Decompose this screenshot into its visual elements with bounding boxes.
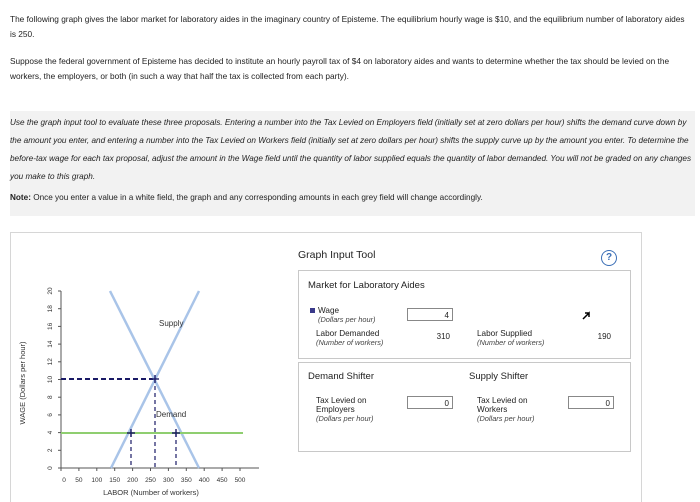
x-tick-label: 250 [145, 477, 156, 484]
ld-label-group [316, 329, 383, 347]
labor-market-graph[interactable] [11, 233, 301, 502]
y-tick-label: 8 [47, 395, 54, 400]
y-tick-label: 18 [47, 305, 54, 313]
tax-employers-label-group [316, 396, 374, 423]
tax-employers-label-line1: Tax Levied on [316, 396, 367, 405]
note [10, 190, 693, 205]
tax-workers-input[interactable]: 0 [568, 396, 614, 409]
tax-workers-label-line1: Tax Levied on [477, 396, 528, 405]
y-tick-label: 4 [47, 430, 54, 435]
x-tick-label: 0 [62, 477, 66, 484]
y-tick-label: 16 [47, 322, 54, 331]
demand-shifter-title: Demand Shifter [308, 371, 375, 382]
note-text: Once you enter a value in a white field, the graph and any corresponding amounts in each grey field will change accordingly. [30, 193, 483, 202]
instructions-box [10, 111, 695, 216]
ld-sub: (Number of workers) [316, 338, 384, 347]
tax-workers-sub: (Dollars per hour) [477, 414, 535, 423]
y-tick-label: 12 [47, 358, 54, 366]
y-tick-label: 10 [47, 375, 54, 384]
instructions-text: Use the graph input tool to evaluate these three proposals. Entering a number into the Tax Levied on Employers field (initially set at zero dollars per hour) shifts the demand curve down by the amount you enter, and entering a number into the Tax Levied on Workers field (initially set at zero dollars per hour) shifts the supply curve up by the amount you enter. To determine the before-tax wage for each tax proposal, adjust the amount in the Wage field until the quantity of labor supplied equals the quantity of labor demanded. You will not be graded on any changes you make to this graph. [10, 118, 692, 181]
y-tick-label: 6 [47, 413, 54, 417]
y-axis-label: WAGE (Dollars per hour) [18, 341, 27, 425]
market-box [298, 270, 631, 359]
x-tick-label: 400 [198, 477, 210, 484]
x-tick-label: 500 [234, 477, 246, 484]
ls-label: Labor Supplied [477, 329, 533, 338]
supply-label: Supply [159, 319, 184, 328]
wage-input[interactable]: 4 [407, 308, 453, 321]
x-tick-label: 150 [109, 477, 121, 484]
cursor-icon [582, 311, 591, 320]
y-tick-label: 2 [47, 448, 54, 453]
y-ticks [47, 287, 61, 470]
graph-input-tool-title: Graph Input Tool [298, 249, 376, 261]
x-tick-label: 450 [216, 477, 228, 484]
tax-workers-label-line2: Workers [477, 405, 508, 414]
tax-employers-label-line2: Employers [316, 405, 355, 414]
labor-demanded-value: 310 [436, 332, 450, 341]
ls-sub: (Number of workers) [477, 338, 545, 347]
x-tick-label: 200 [127, 477, 139, 484]
x-tick-label: 300 [162, 477, 174, 484]
y-tick-label: 0 [47, 466, 54, 470]
wage-legend-icon [310, 308, 315, 313]
ld-label: Labor Demanded [316, 329, 380, 338]
market-title: Market for Laboratory Aides [308, 280, 425, 291]
x-axis-label: LABOR (Number of workers) [103, 488, 199, 497]
x-tick-label: 350 [180, 477, 192, 484]
y-tick-label: 20 [47, 287, 54, 295]
tax-employers-input[interactable]: 0 [407, 396, 453, 409]
tax-workers-label-group [477, 396, 535, 423]
ls-label-group [477, 329, 544, 347]
y-tick-label: 14 [47, 340, 54, 348]
note-label: Note: [10, 193, 31, 202]
intro-paragraph: The following graph gives the labor market for laboratory aides in the imaginary country of Episteme. The equilibrium hourly wage is $10, and the equilibrium number of laboratory aides is 250. [10, 14, 685, 39]
wage-sub: (Dollars per hour) [318, 315, 376, 324]
tax-paragraph: Suppose the federal government of Episteme has decided to institute an hourly payroll tax of $4 on laboratory aides and wants to determine whether the tax should be levied on the workers, the employers, or both (in such a way that half the tax is collected from each party). [10, 56, 670, 81]
x-ticks [61, 468, 246, 484]
supply-shifter-title: Supply Shifter [469, 371, 529, 382]
x-tick-label: 100 [91, 477, 103, 484]
wage-label: Wage [318, 306, 340, 315]
demand-label: Demand [156, 410, 187, 419]
labor-supplied-value: 190 [597, 332, 611, 341]
tax-employers-sub: (Dollars per hour) [316, 414, 374, 423]
wage-label-group [310, 306, 376, 324]
help-icon[interactable]: ? [601, 250, 617, 266]
x-tick-label: 50 [75, 477, 83, 484]
shifter-box [298, 362, 631, 452]
